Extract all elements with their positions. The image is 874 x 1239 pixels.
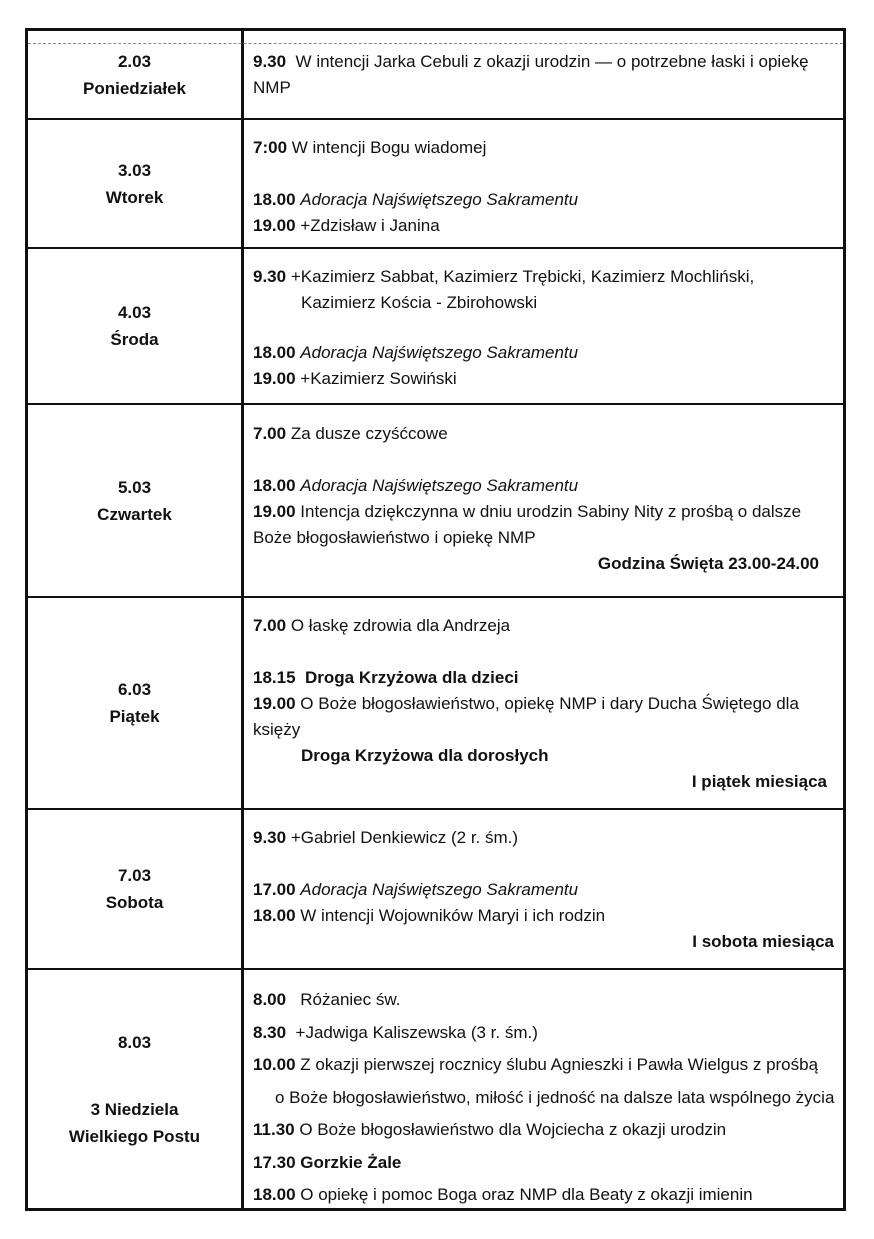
- day-weekday: Wtorek: [105, 187, 164, 207]
- day-weekday: Czwartek: [97, 504, 172, 524]
- mass-time: 18.00: [253, 906, 296, 925]
- day-weekday: Piątek: [109, 707, 160, 726]
- day-date: 6.03: [117, 680, 152, 699]
- mass-intention: +Kazimierz Sabbat, Kazimierz Trębicki, Kazimierz Mochliński,: [290, 267, 755, 286]
- first-saturday-note: I sobota miesiąca: [692, 932, 834, 951]
- mass-intention: O Boże błogosławieństwo, opiekę NMP i dary Ducha Świętego dla: [300, 694, 799, 713]
- holy-hour-note: Godzina Święta 23.00-24.00: [597, 554, 819, 573]
- mass-time: 19.00: [253, 216, 296, 235]
- mass-time: 18.00: [253, 190, 296, 209]
- mass-time: 7.00: [253, 616, 287, 635]
- mass-time: 17.00: [253, 880, 296, 899]
- mass-intention: +Gabriel Denkiewicz (2 r. śm.): [290, 828, 519, 847]
- mass-intention: O Boże błogosławieństwo dla Wojciecha z okazji urodzin: [299, 1120, 727, 1139]
- mass-time: 17.30: [253, 1152, 296, 1172]
- mass-intention: O łaskę zdrowia dla Andrzeja: [290, 616, 511, 635]
- day-row-monday: [28, 31, 843, 120]
- mass-time: 18.00: [253, 1185, 296, 1204]
- mass-time: 19.00: [253, 694, 296, 713]
- intentions-cell: [253, 49, 837, 101]
- intentions-cell: [253, 421, 837, 577]
- day-weekday: Sobota: [105, 893, 164, 912]
- day-date: 8.03: [117, 1032, 152, 1052]
- mass-time: 18.00: [253, 343, 296, 362]
- mass-intention: Intencja dziękczynna w dniu urodzin Sabiny Nity z prośbą o dalsze: [300, 502, 802, 521]
- day-cell: [28, 970, 244, 1208]
- day-row-tuesday: [28, 120, 843, 249]
- intentions-cell: [253, 135, 837, 239]
- mass-time: 19.00: [253, 369, 296, 388]
- mass-intention: W intencji Wojowników Maryi i ich rodzin: [300, 906, 606, 925]
- day-cell: [28, 249, 244, 403]
- mass-intention: +Kazimierz Sowiński: [300, 369, 457, 388]
- mass-time: 9.30: [253, 52, 287, 71]
- mass-time: 11.30: [253, 1120, 295, 1139]
- schedule-table: [25, 28, 846, 1211]
- day-date: 4.03: [117, 303, 152, 322]
- day-date: 3.03: [117, 160, 152, 180]
- intentions-cell: [253, 264, 837, 392]
- mass-intention: +Jadwiga Kaliszewska (3 r. śm.): [295, 1022, 538, 1042]
- adoration-text: Adoracja Najświętszego Sakramentu: [300, 343, 579, 362]
- top-dashed-divider: [28, 43, 843, 44]
- mass-intention: Za dusze czyśćcowe: [290, 424, 448, 443]
- day-cell: [28, 31, 244, 118]
- mass-time: 8.30: [253, 1022, 287, 1042]
- mass-time: 7:00: [253, 138, 288, 157]
- mass-time: 9.30: [253, 267, 287, 286]
- day-row-friday: [28, 598, 843, 810]
- mass-time: 8.00: [253, 990, 287, 1009]
- mass-time: 18.00: [253, 476, 296, 495]
- mass-intention: Różaniec św.: [300, 990, 401, 1009]
- first-friday-note: I piątek miesiąca: [691, 772, 827, 791]
- intentions-cell: [253, 825, 837, 955]
- day-row-sunday: [28, 970, 843, 1208]
- mass-intention-cont: księży: [253, 720, 301, 739]
- day-date: 2.03: [117, 51, 152, 71]
- day-date: 5.03: [117, 477, 152, 497]
- day-cell: [28, 810, 244, 968]
- mass-intention: Z okazji pierwszej rocznicy ślubu Agnieszki i Pawła Wielgus z prośbą: [300, 1055, 819, 1074]
- mass-time: 7.00: [253, 424, 287, 443]
- day-weekday: Środa: [110, 330, 159, 349]
- day-weekday-line1: 3 Niedziela: [90, 1099, 179, 1119]
- adoration-text: Adoracja Najświętszego Sakramentu: [300, 880, 579, 899]
- intentions-cell: [253, 984, 837, 1212]
- day-cell: [28, 405, 244, 596]
- day-cell: [28, 598, 244, 808]
- day-row-wednesday: [28, 249, 843, 405]
- mass-time: 9.30: [253, 828, 287, 847]
- mass-intention-cont: NMP: [253, 78, 291, 97]
- mass-intention-cont: Kazimierz Kościa - Zbirohowski: [301, 293, 538, 312]
- day-weekday-line2: Wielkiego Postu: [68, 1126, 201, 1146]
- bitter-lamentations: Gorzkie Żale: [300, 1152, 402, 1172]
- intentions-cell: [253, 613, 837, 795]
- day-row-thursday: [28, 405, 843, 598]
- mass-intention: W intencji Jarka Cebuli z okazji urodzin — o potrzebne łaski i opiekę: [295, 52, 809, 71]
- mass-intention-cont: Boże błogosławieństwo i opiekę NMP: [253, 528, 536, 547]
- day-date: 7.03: [117, 866, 152, 885]
- day-cell: [28, 120, 244, 247]
- day-row-saturday: [28, 810, 843, 970]
- mass-time: 10.00: [253, 1055, 296, 1074]
- mass-intention-cont: o Boże błogosławieństwo, miłość i jedność na dalsze lata wspólnego życia: [275, 1087, 835, 1107]
- adoration-text: Adoracja Najświętszego Sakramentu: [300, 476, 579, 495]
- adoration-text: Adoracja Najświętszego Sakramentu: [300, 190, 579, 209]
- way-of-cross-adults: Droga Krzyżowa dla dorosłych: [301, 746, 549, 765]
- way-of-cross-children: Droga Krzyżowa dla dzieci: [305, 668, 519, 687]
- mass-time: 18.15: [253, 668, 296, 687]
- mass-intention: +Zdzisław i Janina: [300, 216, 440, 235]
- mass-intention: O opiekę i pomoc Boga oraz NMP dla Beaty z okazji imienin: [300, 1185, 753, 1204]
- day-weekday: Poniedziałek: [83, 78, 186, 98]
- mass-intention: W intencji Bogu wiadomej: [291, 138, 487, 157]
- mass-time: 19.00: [253, 502, 296, 521]
